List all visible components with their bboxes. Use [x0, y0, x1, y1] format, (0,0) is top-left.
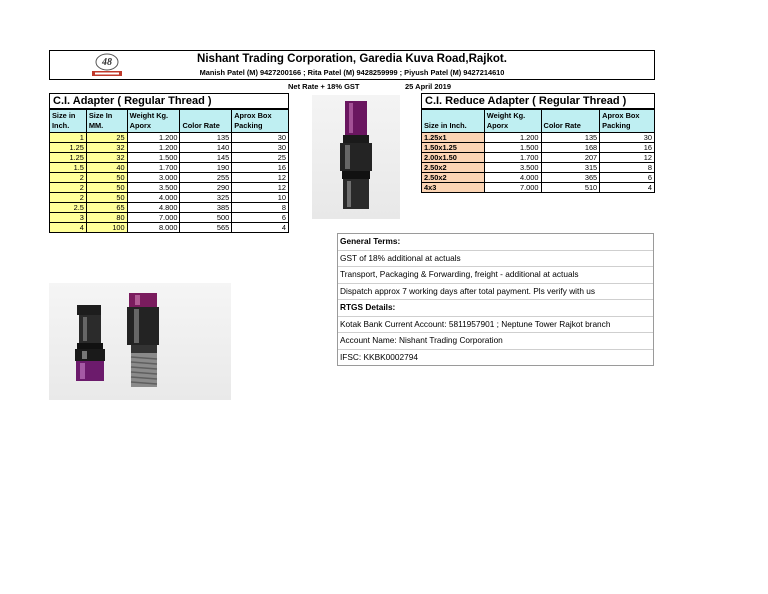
table-row — [422, 153, 655, 163]
table-cell: 50 — [86, 183, 127, 193]
header-weight: Weight Kg. Aporx — [484, 110, 541, 133]
table-row — [50, 143, 289, 153]
table-cell: 1.50x1.25 — [422, 143, 485, 153]
table-cell: 1 — [50, 133, 87, 143]
table-cell: 1.200 — [127, 143, 180, 153]
table-header-row — [422, 110, 655, 133]
table-cell: 2 — [50, 183, 87, 193]
table-cell: 140 — [180, 143, 232, 153]
table-cell: 510 — [541, 183, 600, 193]
rate-note: Net Rate + 18% GST — [288, 82, 360, 91]
table-cell: 3 — [50, 213, 87, 223]
terms-box — [337, 233, 654, 366]
header-packing: Aprox Box Packing — [232, 110, 289, 133]
table-cell: 4x3 — [422, 183, 485, 193]
header-size-inch: Size in Inch. — [50, 110, 87, 133]
table-cell: 1.25 — [50, 153, 87, 163]
table-cell: 25 — [86, 133, 127, 143]
adapter-product-photo — [49, 283, 231, 400]
bank-account: Kotak Bank Current Account: 5811957901 ; Neptune Tower Rajkot branch — [338, 317, 653, 334]
table-cell: 30 — [232, 133, 289, 143]
table-row — [50, 183, 289, 193]
table-cell: 190 — [180, 163, 232, 173]
terms-dispatch: Dispatch approx 7 working days after total payment. Pls verify with us — [338, 284, 653, 301]
table-cell: 1.25 — [50, 143, 87, 153]
table-row — [422, 163, 655, 173]
table-cell: 8 — [232, 203, 289, 213]
table-cell: 80 — [86, 213, 127, 223]
table-cell: 4 — [232, 223, 289, 233]
table-cell: 1.200 — [484, 133, 541, 143]
ci-reduce-adapter-title: C.I. Reduce Adapter ( Regular Thread ) — [421, 93, 655, 109]
table-cell: 30 — [600, 133, 655, 143]
table-cell: 6 — [232, 213, 289, 223]
table-cell: 50 — [86, 193, 127, 203]
table-cell: 1.5 — [50, 163, 87, 173]
table-cell: 365 — [541, 173, 600, 183]
table-row — [50, 163, 289, 173]
table-cell: 2.00x1.50 — [422, 153, 485, 163]
table-cell: 4.000 — [484, 173, 541, 183]
header-rate: Color Rate — [541, 110, 600, 133]
table-cell: 500 — [180, 213, 232, 223]
table-row — [50, 193, 289, 203]
ci-adapter-table — [49, 109, 289, 233]
table-cell: 255 — [180, 173, 232, 183]
table-cell: 3.500 — [127, 183, 180, 193]
table-cell: 135 — [180, 133, 232, 143]
table-cell: 32 — [86, 153, 127, 163]
price-date: 25 April 2019 — [405, 82, 451, 91]
table-cell: 25 — [232, 153, 289, 163]
table-row — [50, 203, 289, 213]
table-cell: 385 — [180, 203, 232, 213]
table-cell: 1.25x1 — [422, 133, 485, 143]
table-cell: 168 — [541, 143, 600, 153]
table-row — [50, 223, 289, 233]
table-cell: 7.000 — [484, 183, 541, 193]
company-title: Nishant Trading Corporation, Garedia Kuva Road,Rajkot. — [197, 53, 507, 65]
table-cell: 2 — [50, 173, 87, 183]
terms-transport: Transport, Packaging & Forwarding, freight - additional at actuals — [338, 267, 653, 284]
table-cell: 6 — [600, 173, 655, 183]
table-cell: 1.500 — [127, 153, 180, 163]
table-cell: 1.500 — [484, 143, 541, 153]
terms-gst: GST of 18% additional at actuals — [338, 251, 653, 268]
header-size-inch: Size in Inch. — [422, 110, 485, 133]
table-cell: 4.800 — [127, 203, 180, 213]
table-cell: 40 — [86, 163, 127, 173]
table-row — [422, 143, 655, 153]
rtgs-heading: RTGS Details: — [338, 300, 653, 317]
contact-numbers: Manish Patel (M) 9427200166 ; Rita Patel (M) 9428259999 ; Piyush Patel (M) 9427214610 — [199, 68, 505, 77]
table-cell: 12 — [600, 153, 655, 163]
table-row — [422, 173, 655, 183]
ifsc-code: IFSC: KKBK0002794 — [340, 351, 418, 362]
table-cell: 30 — [232, 143, 289, 153]
table-cell: 565 — [180, 223, 232, 233]
table-row — [50, 173, 289, 183]
general-terms-heading: General Terms: — [338, 234, 653, 251]
table-cell: 16 — [600, 143, 655, 153]
table-cell: 1.700 — [484, 153, 541, 163]
header-size-mm: Size In MM. — [86, 110, 127, 133]
svg-text:48: 48 — [102, 57, 112, 68]
table-cell: 32 — [86, 143, 127, 153]
header-weight: Weight Kg. Aporx — [127, 110, 180, 133]
table-row — [50, 153, 289, 163]
table-cell: 7.000 — [127, 213, 180, 223]
header-packing: Aprox Box Packing — [600, 110, 655, 133]
table-cell: 12 — [232, 173, 289, 183]
table-row — [422, 183, 655, 193]
ci-reduce-adapter-table — [421, 109, 655, 193]
table-header-row — [50, 110, 289, 133]
table-cell: 12 — [232, 183, 289, 193]
table-cell: 4.000 — [127, 193, 180, 203]
table-cell: 3.000 — [127, 173, 180, 183]
table-cell: 315 — [541, 163, 600, 173]
table-cell: 4 — [600, 183, 655, 193]
table-cell: 4 — [50, 223, 87, 233]
table-cell: 2.5 — [50, 203, 87, 213]
table-cell: 135 — [541, 133, 600, 143]
ci-adapter-title: C.I. Adapter ( Regular Thread ) — [49, 93, 289, 109]
table-cell: 2 — [50, 193, 87, 203]
table-cell: 1.200 — [127, 133, 180, 143]
table-cell: 325 — [180, 193, 232, 203]
table-cell: 2.50x2 — [422, 173, 485, 183]
table-cell: 2.50x2 — [422, 163, 485, 173]
table-cell: 65 — [86, 203, 127, 213]
reduce-adapter-photo — [312, 95, 400, 219]
header-rate: Color Rate — [180, 110, 232, 133]
table-cell: 207 — [541, 153, 600, 163]
table-row — [50, 133, 289, 143]
table-cell: 3.500 — [484, 163, 541, 173]
table-cell: 8 — [600, 163, 655, 173]
table-cell: 100 — [86, 223, 127, 233]
table-row — [422, 133, 655, 143]
table-cell: 145 — [180, 153, 232, 163]
table-cell: 8.000 — [127, 223, 180, 233]
table-cell: 290 — [180, 183, 232, 193]
table-cell: 50 — [86, 173, 127, 183]
table-cell: 1.700 — [127, 163, 180, 173]
table-row — [50, 213, 289, 223]
company-header — [49, 50, 655, 80]
account-name: Account Name: Nishant Trading Corporation — [338, 333, 653, 350]
table-cell: 10 — [232, 193, 289, 203]
table-cell: 16 — [232, 163, 289, 173]
